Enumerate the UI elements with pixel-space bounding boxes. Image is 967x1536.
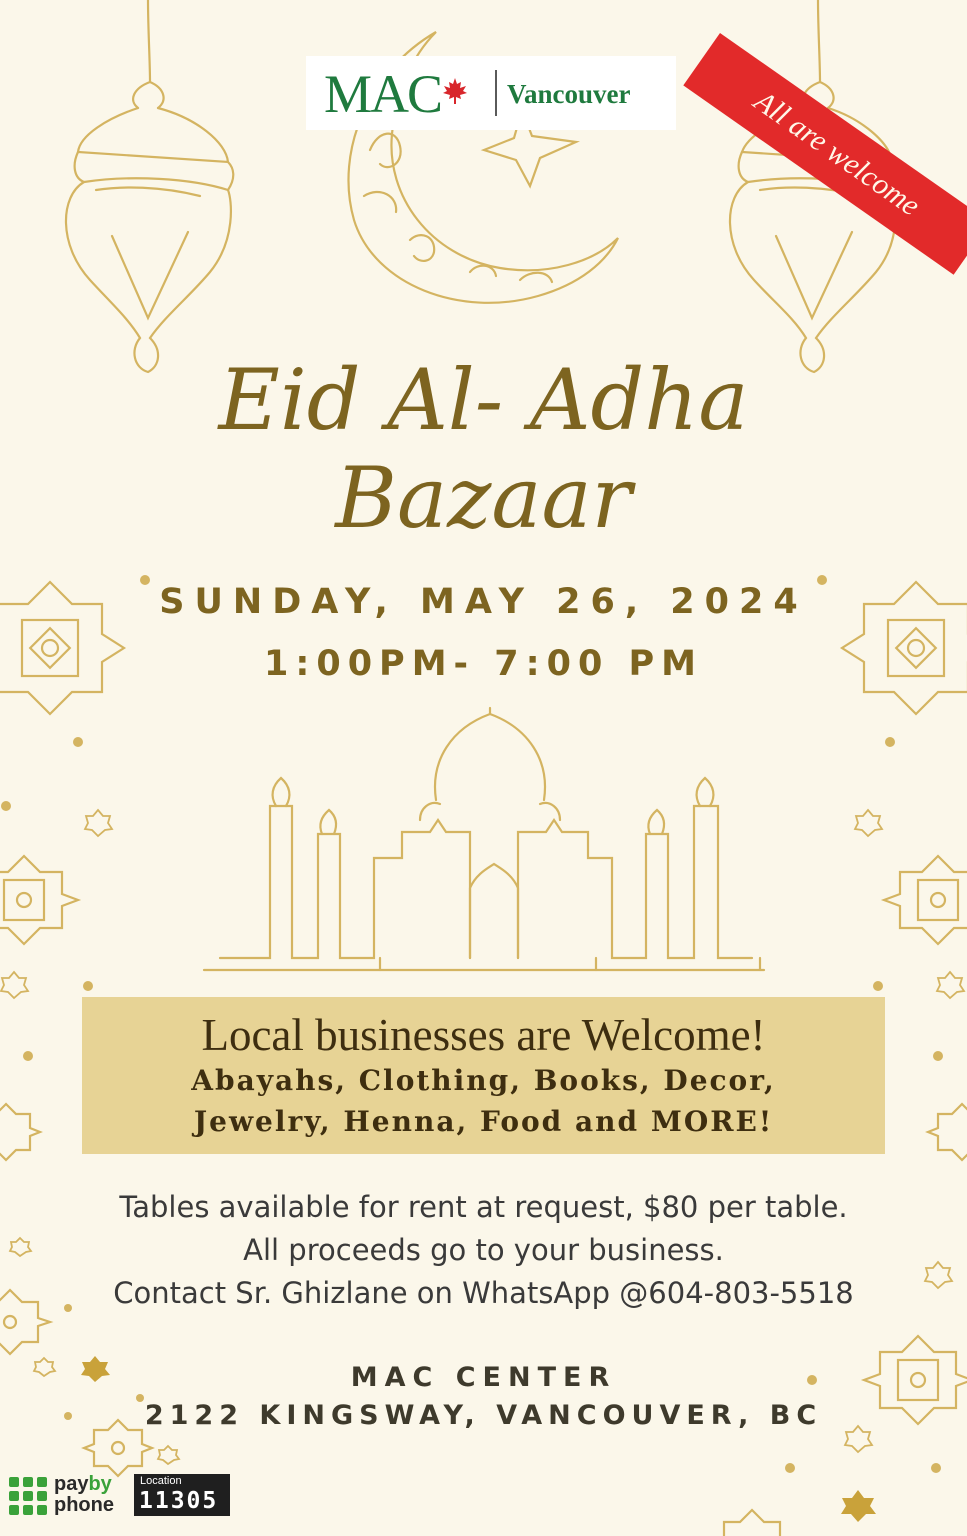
banner-line2: Jewelry, Henna, Food and MORE!: [193, 1105, 774, 1138]
welcome-banner: [82, 997, 885, 1154]
rosette-icon: [0, 856, 78, 944]
banner-heading: Local businesses are Welcome!: [201, 1010, 766, 1060]
event-date: SUNDAY, MAY 26, 2024: [159, 582, 808, 622]
location-number: 11305: [139, 1488, 219, 1514]
location-code-box: [134, 1474, 230, 1516]
rosette-icon: [884, 856, 967, 944]
logo-brand: MAC: [324, 64, 442, 124]
all-welcome-ribbon: All are welcome: [683, 33, 967, 275]
paybyphone-grid-icon: [8, 1476, 48, 1516]
paybyphone-word-pay: pay: [54, 1473, 89, 1495]
paybyphone-word-by: by: [88, 1473, 112, 1495]
rosette-icon: [0, 1104, 40, 1160]
paybyphone-word-payby: [54, 1474, 112, 1494]
paybyphone-badge: [8, 1474, 224, 1516]
mac-vancouver-logo: [306, 56, 676, 130]
location-label: Location: [140, 1475, 182, 1487]
mosque-icon: [204, 708, 764, 970]
maple-leaf-icon: [440, 76, 470, 106]
rosette-icon: [712, 1510, 792, 1536]
logo-city: Vancouver: [507, 79, 631, 109]
left-lantern-icon: [66, 0, 233, 372]
event-title-line1: Eid Al- Adha: [218, 351, 749, 449]
rosette-icon: [928, 1104, 967, 1160]
logo-divider: [495, 70, 497, 116]
paybyphone-word-phone: phone: [54, 1494, 114, 1516]
banner-line1: Abayahs, Clothing, Books, Decor,: [191, 1064, 776, 1097]
venue-address: 2122 KINGSWAY, VANCOUVER, BC: [144, 1400, 823, 1431]
info-line3: Contact Sr. Ghizlane on WhatsApp @604-803-5518: [113, 1276, 854, 1310]
event-title-line2: Bazaar: [335, 449, 632, 547]
info-line1: Tables available for rent at request, $80 per table.: [119, 1190, 848, 1224]
event-time: 1:00PM- 7:00 PM: [264, 644, 703, 684]
venue-name: MAC CENTER: [350, 1362, 617, 1393]
info-line2: All proceeds go to your business.: [243, 1233, 724, 1267]
